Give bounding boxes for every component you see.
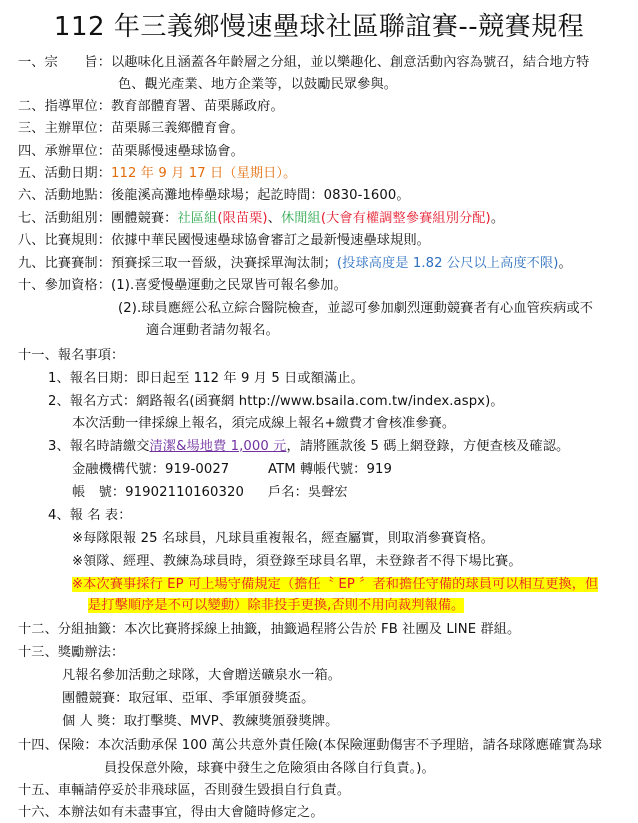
section-purpose: 一、宗 旨：以趣味化且涵蓋各年齡層之分組，並以樂趣化、創意活動內容為號召，結合地方特 — [18, 55, 590, 70]
section-parking: 十五、車輛請停妥於非飛球區，否則發生毀損自行負責。 — [18, 783, 351, 798]
format-text: 九、比賽賽制：預賽採三取一晉級，決賽採單淘汰制； — [18, 256, 337, 271]
format-pitch-note: (投球高度是 1.82 公尺以上高度不限) — [336, 256, 559, 271]
section-eligibility: 十、參加資格：(1).喜愛慢壘運動之民眾皆可報名參加。 — [18, 278, 347, 293]
date-label: 五、活動日期： — [18, 166, 112, 181]
registration-method: 2、報名方式：網路報名(函賽網 http://www.bsaila.com.tw/index.aspx)。 — [48, 394, 504, 409]
section-awards: 十三、獎勵辦法： — [18, 645, 125, 660]
award-individual: 個 人 獎：取打擊獎、MVP、教練獎頒發獎牌。 — [62, 714, 339, 729]
groups-sep: 、 — [267, 211, 281, 226]
document-title: 112 年三義鄉慢速壘球社區聯誼賽--競賽規程 — [53, 12, 585, 42]
form-note-roster-limit: ※每隊限報 25 名球員，凡球員重複報名，經查屬實，則取消參賽資格。 — [72, 531, 495, 546]
section-venue: 六、活動地點：後龍溪高灘地棒壘球場；起訖時間：0830-1600。 — [18, 188, 410, 203]
section-insurance-cont: 員投保意外險，球賽中發生之危險須由各隊自行負責。)。 — [104, 761, 435, 776]
atm-code: ATM 轉帳代號：919 — [268, 462, 392, 477]
section-amendment: 十六、本辦法如有未盡事宜，得由大會隨時修定之。 — [18, 805, 324, 820]
registration-form: 4、報 名 表： — [48, 508, 132, 523]
group-community: 社區組 — [177, 211, 218, 226]
fee-amount: 清潔&場地費 1,000 元 — [149, 439, 287, 454]
award-team: 團體競賽：取冠軍、亞軍、季軍頒發獎盃。 — [62, 691, 315, 706]
group-leisure-note: (大會有權調整參賽組別分配) — [320, 211, 491, 226]
format-end: 。 — [558, 256, 572, 271]
form-note-staff-players: ※領隊、經理、教練為球員時，須登錄至球員名單，未登錄者不得下場比賽。 — [72, 554, 522, 569]
eligibility-item-2: (2).球員應經公私立綜合醫院檢查，並認可參加劇烈運動競賽者有心血管疾病或不 — [118, 301, 594, 316]
section-rules: 八、比賽規則：依據中華民國慢速壘球協會審訂之最新慢速壘球規則。 — [18, 233, 430, 248]
ep-rule-highlight-cont: 是打擊順序是不可以變動）除非投手更換,否則不用向裁判報備。 — [88, 598, 465, 613]
account-name: 戶名：吳聲宏 — [268, 485, 348, 500]
section-date — [18, 165, 296, 183]
section-groups — [18, 210, 504, 228]
ep-rule-highlight: ※本次賽事採行 EP 可上場守備規定（擔任〝 EP 〞者和擔任守備的球員可以相互更換，但 — [72, 577, 599, 592]
registration-online-note: 本次活動一律採線上報名，須完成線上報名+繳費才會核准參賽。 — [72, 416, 456, 431]
award-water: 凡報名參加活動之球隊，大會贈送礦泉水一箱。 — [62, 668, 342, 683]
section-format — [18, 255, 572, 273]
section-draw: 十二、分組抽籤：本次比賽將採線上抽籤，抽籤過程將公告於 FB 社團及 LINE 群組。 — [18, 622, 521, 637]
section-registration: 十一、報名事項： — [18, 348, 125, 363]
group-leisure: 休閒組 — [280, 211, 321, 226]
registration-date: 1、報名日期：即日起至 112 年 9 月 5 日或額滿止。 — [48, 371, 364, 386]
section-guidance: 二、指導單位：教育部體育署、苗栗縣政府。 — [18, 99, 284, 114]
form-note-ep-rule — [72, 576, 598, 594]
form-note-ep-rule-cont — [88, 597, 464, 615]
account-number: 帳 號：91902110160320 — [72, 485, 245, 500]
fee-suffix: ，請將匯款後 5 碼上網登錄，方便查核及確認。 — [286, 439, 570, 454]
groups-label: 七、活動組別：團體競賽： — [18, 211, 178, 226]
groups-end: 。 — [490, 211, 505, 226]
registration-fee — [48, 438, 569, 456]
date-value: 112 年 9 月 17 日（星期日）。 — [111, 166, 297, 181]
section-insurance: 十四、保險：本次活動承保 100 萬公共意外責任險(本保險運動傷害不予理賠，請各球隊應確實為球 — [18, 738, 603, 753]
fee-prefix: 3、報名時請繳交 — [48, 439, 150, 454]
bank-code: 金融機構代號：919-0027 — [72, 462, 230, 477]
eligibility-item-2-cont: 適合運動者請勿報名。 — [146, 323, 279, 338]
section-co-organizer: 四、承辦單位：苗栗縣慢速壘球協會。 — [18, 144, 244, 159]
group-community-note: (限苗栗) — [217, 211, 268, 226]
section-organizer: 三、主辦單位：苗栗縣三義鄉體育會。 — [18, 121, 244, 136]
section-purpose-cont: 色、觀光產業、地方企業等，以鼓勵民眾參與。 — [118, 77, 398, 92]
